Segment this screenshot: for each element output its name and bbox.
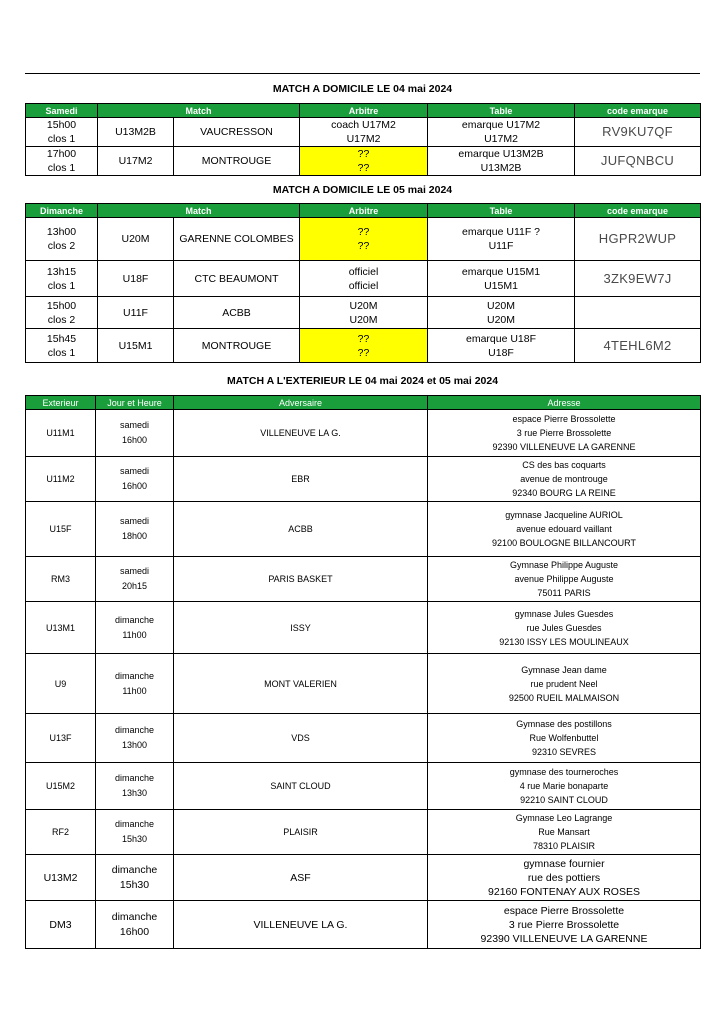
header-referee: Arbitre: [300, 104, 428, 118]
header-match: Match: [98, 204, 300, 218]
team-cell: U11M1: [26, 410, 96, 457]
datetime-cell: [96, 763, 174, 810]
venue-text: CS des bas coquarts: [522, 460, 606, 470]
team-cell: RF2: [26, 810, 96, 855]
team-cell: RM3: [26, 557, 96, 602]
table-duty-cell: emarque U11F ? U11F: [428, 218, 575, 261]
table-row: [26, 118, 701, 147]
day-text: dimanche: [114, 614, 155, 625]
team-cell: U13F: [26, 714, 96, 763]
day-text: samedi: [119, 466, 149, 476]
city-text: 92390 VILLENEUVE LA GARENNE: [480, 932, 648, 945]
time-text: 11h00: [122, 685, 147, 696]
datetime-cell: [96, 901, 174, 949]
table-row: [26, 147, 701, 176]
team-cell: U11M2: [26, 457, 96, 502]
time-text: 16h00: [119, 925, 150, 938]
address-cell: [428, 714, 701, 763]
time-text: 16h00: [121, 481, 148, 491]
team-cell: U11F: [98, 297, 174, 329]
street-text: Rue Wolfenbuttel: [529, 733, 599, 743]
table-duty-cell: emarque U13M2B U13M2B: [428, 147, 575, 176]
table-row: [26, 855, 701, 901]
opponent-cell: MONTROUGE: [174, 329, 300, 363]
address-cell: [428, 654, 701, 714]
team-cell: U15M2: [26, 763, 96, 810]
opponent-cell: ASF: [174, 855, 428, 901]
time-cell: 17h00 clos 1: [26, 147, 98, 176]
opponent-cell: SAINT CLOUD: [174, 763, 428, 810]
table-row: [26, 261, 701, 297]
venue-text: Gymnase Leo Lagrange: [515, 813, 613, 823]
team-cell: U9: [26, 654, 96, 714]
city-text: 92100 BOULOGNE BILLANCOURT: [492, 538, 636, 548]
street-text: rue Jules Guesdes: [526, 622, 602, 633]
table-header-row: [26, 204, 701, 218]
street-text: avenue edouard vaillant: [516, 524, 612, 534]
day-text: samedi: [119, 516, 149, 526]
opponent-cell: PARIS BASKET: [174, 557, 428, 602]
datetime-cell: [96, 602, 174, 654]
day-text: samedi: [119, 566, 149, 576]
venue-text: gymnase Jules Guesdes: [514, 608, 614, 619]
table-row: [26, 654, 701, 714]
team-cell: U17M2: [98, 147, 174, 176]
referee-cell: ?? ??: [300, 147, 428, 176]
opponent-cell: ACBB: [174, 297, 300, 329]
city-text: 78310 PLAISIR: [532, 841, 596, 851]
opponent-cell: ISSY: [174, 602, 428, 654]
street-text: rue prudent Neel: [530, 678, 598, 689]
table-row: [26, 810, 701, 855]
opponent-cell: VDS: [174, 714, 428, 763]
home-schedule-saturday: [25, 103, 701, 176]
opponent-cell: MONT VALERIEN: [174, 654, 428, 714]
team-cell: U13M1: [26, 602, 96, 654]
table-row: [26, 297, 701, 329]
address-cell: [428, 602, 701, 654]
opponent-cell: VILLENEUVE LA G.: [174, 901, 428, 949]
opponent-cell: MONTROUGE: [174, 147, 300, 176]
venue-text: espace Pierre Brossolette: [512, 414, 616, 424]
table-duty-cell: U20M U20M: [428, 297, 575, 329]
table-row: [26, 602, 701, 654]
table-header-row: [26, 396, 701, 410]
opponent-cell: CTC BEAUMONT: [174, 261, 300, 297]
referee-cell: officiel officiel: [300, 261, 428, 297]
table-duty-cell: emarque U17M2 U17M2: [428, 118, 575, 147]
opponent-cell: PLAISIR: [174, 810, 428, 855]
table-row: [26, 901, 701, 949]
section-title-away: MATCH A L'EXTERIEUR LE 04 mai 2024 et 05 mai 2024: [226, 375, 499, 387]
table-header-row: [26, 104, 701, 118]
table-duty-cell: emarque U15M1 U15M1: [428, 261, 575, 297]
team-cell: U13M2: [26, 855, 96, 901]
time-text: 16h00: [121, 435, 148, 445]
datetime-cell: [96, 457, 174, 502]
referee-cell: ?? ??: [300, 329, 428, 363]
table-row: [26, 714, 701, 763]
opponent-cell: VILLENEUVE LA G.: [174, 410, 428, 457]
datetime-cell: [96, 557, 174, 602]
city-text: 92130 ISSY LES MOULINEAUX: [499, 636, 629, 647]
city-text: 92340 BOURG LA REINE: [512, 488, 616, 498]
venue-text: Gymnase des postillons: [516, 719, 612, 729]
emarque-code-cell: HGPR2WUP: [575, 218, 701, 261]
city-text: 92500 RUEIL MALMAISON: [508, 692, 620, 703]
team-cell: U15F: [26, 502, 96, 557]
city-text: 92310 SEVRES: [531, 747, 597, 757]
venue-text: gymnase Jacqueline AURIOL: [505, 510, 623, 520]
header-table: Table: [428, 104, 575, 118]
datetime-cell: [96, 502, 174, 557]
venue-text: espace Pierre Brossolette: [503, 904, 625, 917]
table-row: [26, 218, 701, 261]
street-text: avenue de montrouge: [520, 474, 608, 484]
referee-cell: coach U17M2 U17M2: [300, 118, 428, 147]
table-duty-cell: emarque U18F U18F: [428, 329, 575, 363]
address-cell: [428, 410, 701, 457]
header-datetime: Jour et Heure: [96, 396, 174, 410]
opponent-cell: VAUCRESSON: [174, 118, 300, 147]
team-cell: U18F: [98, 261, 174, 297]
header-address: Adresse: [428, 396, 701, 410]
header-referee: Arbitre: [300, 204, 428, 218]
referee-cell: U20M U20M: [300, 297, 428, 329]
datetime-cell: [96, 410, 174, 457]
header-opponent: Adversaire: [174, 396, 428, 410]
street-text: rue des pottiers: [527, 871, 601, 884]
table-row: [26, 502, 701, 557]
datetime-cell: [96, 855, 174, 901]
day-text: dimanche: [114, 725, 155, 735]
time-text: 13h00: [121, 740, 148, 750]
header-team: Exterieur: [26, 396, 96, 410]
opponent-cell: ACBB: [174, 502, 428, 557]
header-code: code emarque: [575, 104, 701, 118]
day-text: dimanche: [114, 819, 155, 829]
team-cell: U20M: [98, 218, 174, 261]
time-text: 15h30: [121, 834, 148, 844]
day-text: dimanche: [114, 670, 155, 681]
section-title-home-saturday: MATCH A DOMICILE LE 04 mai 2024: [272, 83, 453, 95]
venue-text: gymnase fournier: [523, 857, 605, 870]
venue-text: Gymnase Jean dame: [521, 664, 607, 675]
city-text: 92160 FONTENAY AUX ROSES: [488, 885, 640, 898]
time-cell: 13h00 clos 2: [26, 218, 98, 261]
team-cell: DM3: [26, 901, 96, 949]
venue-text: Gymnase Philippe Auguste: [509, 560, 619, 570]
table-row: [26, 329, 701, 363]
address-cell: [428, 457, 701, 502]
day-text: dimanche: [111, 863, 158, 876]
emarque-code-cell: 4TEHL6M2: [575, 329, 701, 363]
day-text: dimanche: [111, 910, 158, 923]
time-cell: 15h00 clos 2: [26, 297, 98, 329]
opponent-cell: GARENNE COLOMBES: [174, 218, 300, 261]
header-day: Samedi: [26, 104, 98, 118]
address-cell: [428, 901, 701, 949]
city-text: 75011 PARIS: [537, 588, 591, 598]
time-cell: 15h00 clos 1: [26, 118, 98, 147]
top-rule: [25, 73, 700, 74]
table-row: [26, 763, 701, 810]
time-text: 15h30: [119, 878, 150, 891]
table-row: [26, 557, 701, 602]
time-text: 13h30: [121, 788, 148, 798]
city-text: 92210 SAINT CLOUD: [520, 795, 608, 805]
street-text: 3 rue Pierre Brossolette: [516, 428, 612, 438]
datetime-cell: [96, 714, 174, 763]
header-match: Match: [98, 104, 300, 118]
emarque-code-cell: 3ZK9EW7J: [575, 261, 701, 297]
time-cell: 15h45 clos 1: [26, 329, 98, 363]
header-table: Table: [428, 204, 575, 218]
emarque-code-cell: JUFQNBCU: [575, 147, 701, 176]
address-cell: [428, 557, 701, 602]
day-text: samedi: [119, 420, 149, 430]
header-day: Dimanche: [26, 204, 98, 218]
table-row: [26, 457, 701, 502]
team-cell: U15M1: [98, 329, 174, 363]
street-text: Rue Mansart: [538, 827, 590, 837]
opponent-cell: EBR: [174, 457, 428, 502]
referee-cell: ?? ??: [300, 218, 428, 261]
time-text: 11h00: [122, 629, 147, 640]
time-text: 20h15: [121, 581, 148, 591]
emarque-code-cell: RV9KU7QF: [575, 118, 701, 147]
address-cell: [428, 763, 701, 810]
header-code: code emarque: [575, 204, 701, 218]
datetime-cell: [96, 810, 174, 855]
time-text: 18h00: [121, 531, 148, 541]
section-title-home-sunday: MATCH A DOMICILE LE 05 mai 2024: [272, 184, 453, 196]
datetime-cell: [96, 654, 174, 714]
city-text: 92390 VILLENEUVE LA GARENNE: [492, 442, 636, 452]
street-text: avenue Philippe Auguste: [514, 574, 614, 584]
time-cell: 13h15 clos 1: [26, 261, 98, 297]
emarque-code-cell: [575, 297, 701, 329]
address-cell: [428, 502, 701, 557]
day-text: dimanche: [114, 773, 155, 783]
home-schedule-sunday: [25, 203, 701, 363]
table-row: [26, 410, 701, 457]
away-schedule: [25, 395, 701, 949]
team-cell: U13M2B: [98, 118, 174, 147]
street-text: 4 rue Marie bonaparte: [519, 781, 609, 791]
street-text: 3 rue Pierre Brossolette: [508, 918, 620, 931]
address-cell: [428, 855, 701, 901]
address-cell: [428, 810, 701, 855]
venue-text: gymnase des tourneroches: [509, 767, 619, 777]
